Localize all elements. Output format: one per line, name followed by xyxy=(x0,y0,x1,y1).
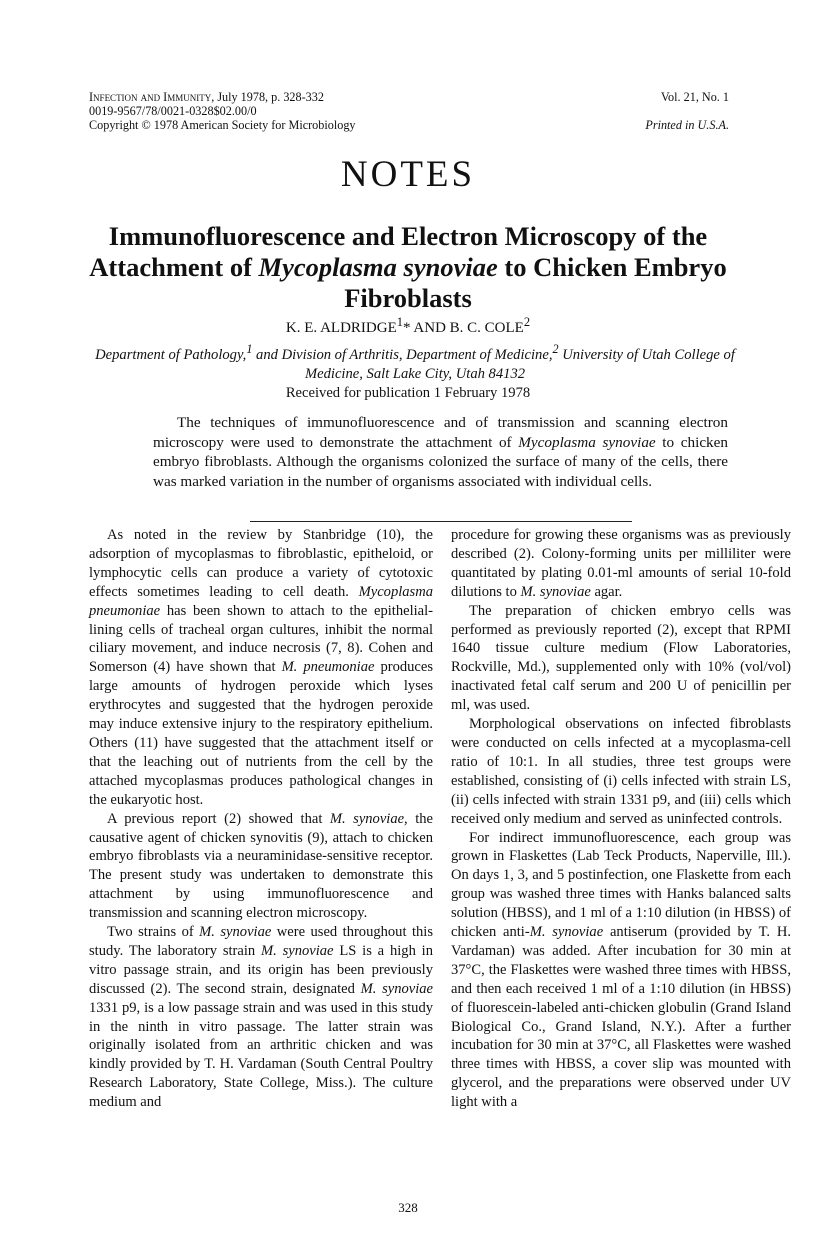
section-heading: NOTES xyxy=(340,154,476,195)
page-number: 328 xyxy=(398,1200,418,1215)
received-date: Received for publication 1 February 1978 xyxy=(285,385,531,401)
article-code: 0019-9567/78/0021-0328$02.00/0 xyxy=(89,104,257,118)
author-2: B. C. COLE xyxy=(449,320,524,336)
body-column-left xyxy=(89,526,433,1112)
journal-citation: Infection and Immunity, July 1978, p. 328-332 xyxy=(89,90,324,104)
body-column-right xyxy=(451,526,791,1112)
author-1: K. E. ALDRIDGE xyxy=(285,320,397,336)
paragraph: As noted in the review by Stanbridge (10), the adsorption of mycoplasmas to fibroblastic, epitheloid, or lymphocytic cells can produce a variety of cytotoxic effects sometimes leading to cell death. Mycoplasma pneumoniae has been shown to attach to the epithelial-lining cells of tracheal organ cultures, inhibit the normal ciliary movement, and induce necrosis (7, 8). Cohen and Somerson (4) have shown that M. pneumoniae produces large amounts of hydrogen peroxide which lyses erythrocytes and suggested that the hydrogen peroxide may induce extensive injury to the respiratory epithelium. Others (11) have suggested that the attachment itself or that the leaching out of nutrients from the cell by the attached mycoplasmas produces pathological changes in the eukaryotic host. xyxy=(89,527,433,808)
divider-rule xyxy=(250,521,632,522)
copyright-line: Copyright © 1978 American Society for Microbiology xyxy=(89,118,356,132)
running-header xyxy=(89,90,729,132)
volume-number: Vol. 21, No. 1 xyxy=(660,90,729,104)
paragraph: procedure for growing these organisms was as previously described (2). Colony-forming units per milliliter were quantitated by plating 0.01-ml amounts of serial 10-fold dilutions to M. synoviae agar. xyxy=(451,527,791,600)
paragraph: Morphological observations on infected fibroblasts were conducted on cells infected at a mycoplasma-cell ratio of 10:1. In all studies, three test groups were established, consisting of (i) cells infected with strain LS, (ii) cells infected with strain 1331 p9, and (iii) cells which received only medium and served as uninfected controls. xyxy=(451,716,791,827)
abstract: The techniques of immunofluorescence and of transmission and scanning electron microscopy were used to demonstrate the attachment of Mycoplasma synoviae to chicken embryo fibroblasts. Although the organisms colonized the surface of many of the cells, there was marked variation in the number of organisms associated with individual cells. xyxy=(153,414,728,490)
author-list: K. E. ALDRIDGE$^1$* AND B. C. COLE$^2$ xyxy=(285,315,531,336)
article-title: Immunofluorescence and Electron Microscopy of the Attachment of Mycoplasma synoviae to Chicken Embryo Fibroblasts xyxy=(89,221,727,313)
paragraph: For indirect immunofluorescence, each group was grown in Flaskettes (Lab Teck Products, Naperville, Ill.). On days 1, 3, and 5 postinfection, one Flaskette from each group was washed three times with Hanks balanced salts solution (HBSS), and 1 ml of a 1:10 dilution (in HBSS) of chicken anti-M. synoviae antiserum (provided by T. H. Vardaman) was added. After incubation for 30 min at 37°C, the Flaskettes were washed three times with HBSS, and then each received 1 ml of a 1:10 dilution (in HBSS) of fluorescein-labeled anti-chicken globulin (Grand Island Biological Co., Grand Island, N.Y.). After a further incubation for 30 min at 37°C, all Flaskettes were washed three times with HBSS, a cover slip was mounted with glycerol, and the preparations were observed under UV light with a xyxy=(451,829,791,1111)
affiliation: Department of Pathology,$^1$ and Division of Arthritis, Department of Medicine,$^2$ University of Utah College of Medicine, Salt Lake City, Utah 84132 xyxy=(95,342,735,382)
paragraph: The preparation of chicken embryo cells was performed as previously reported (2), except that RPMI 1640 tissue culture medium (Flow Laboratories, Rockville, Md.), supplemented only with 10% (vol/vol) inactivated fetal calf serum and 200 U of penicillin per ml, was used. xyxy=(451,602,791,714)
printed-in: Printed in U.S.A. xyxy=(645,118,729,132)
paragraph: Two strains of M. synoviae were used throughout this study. The laboratory strain M. synoviae LS is a high in vitro passage strain, and its origin has been previously discussed (2). The second strain, designated M. synoviae 1331 p9, is a low passage strain and was used in this study in the ninth in vitro passage. The latter strain was originally isolated from an arthritic chicken and was kindly provided by T. H. Vardaman (South Central Poultry Research Laboratory, State College, Miss.). The culture medium and xyxy=(89,924,433,1111)
paragraph: A previous report (2) showed that M. synoviae, the causative agent of chicken synovitis (9), attach to chicken embryo fibroblasts via a neuraminidase-sensitive receptor. The present study was undertaken to demonstrate this attachment by using immunofluorescence and transmission and scanning electron microscopy. xyxy=(89,810,433,922)
